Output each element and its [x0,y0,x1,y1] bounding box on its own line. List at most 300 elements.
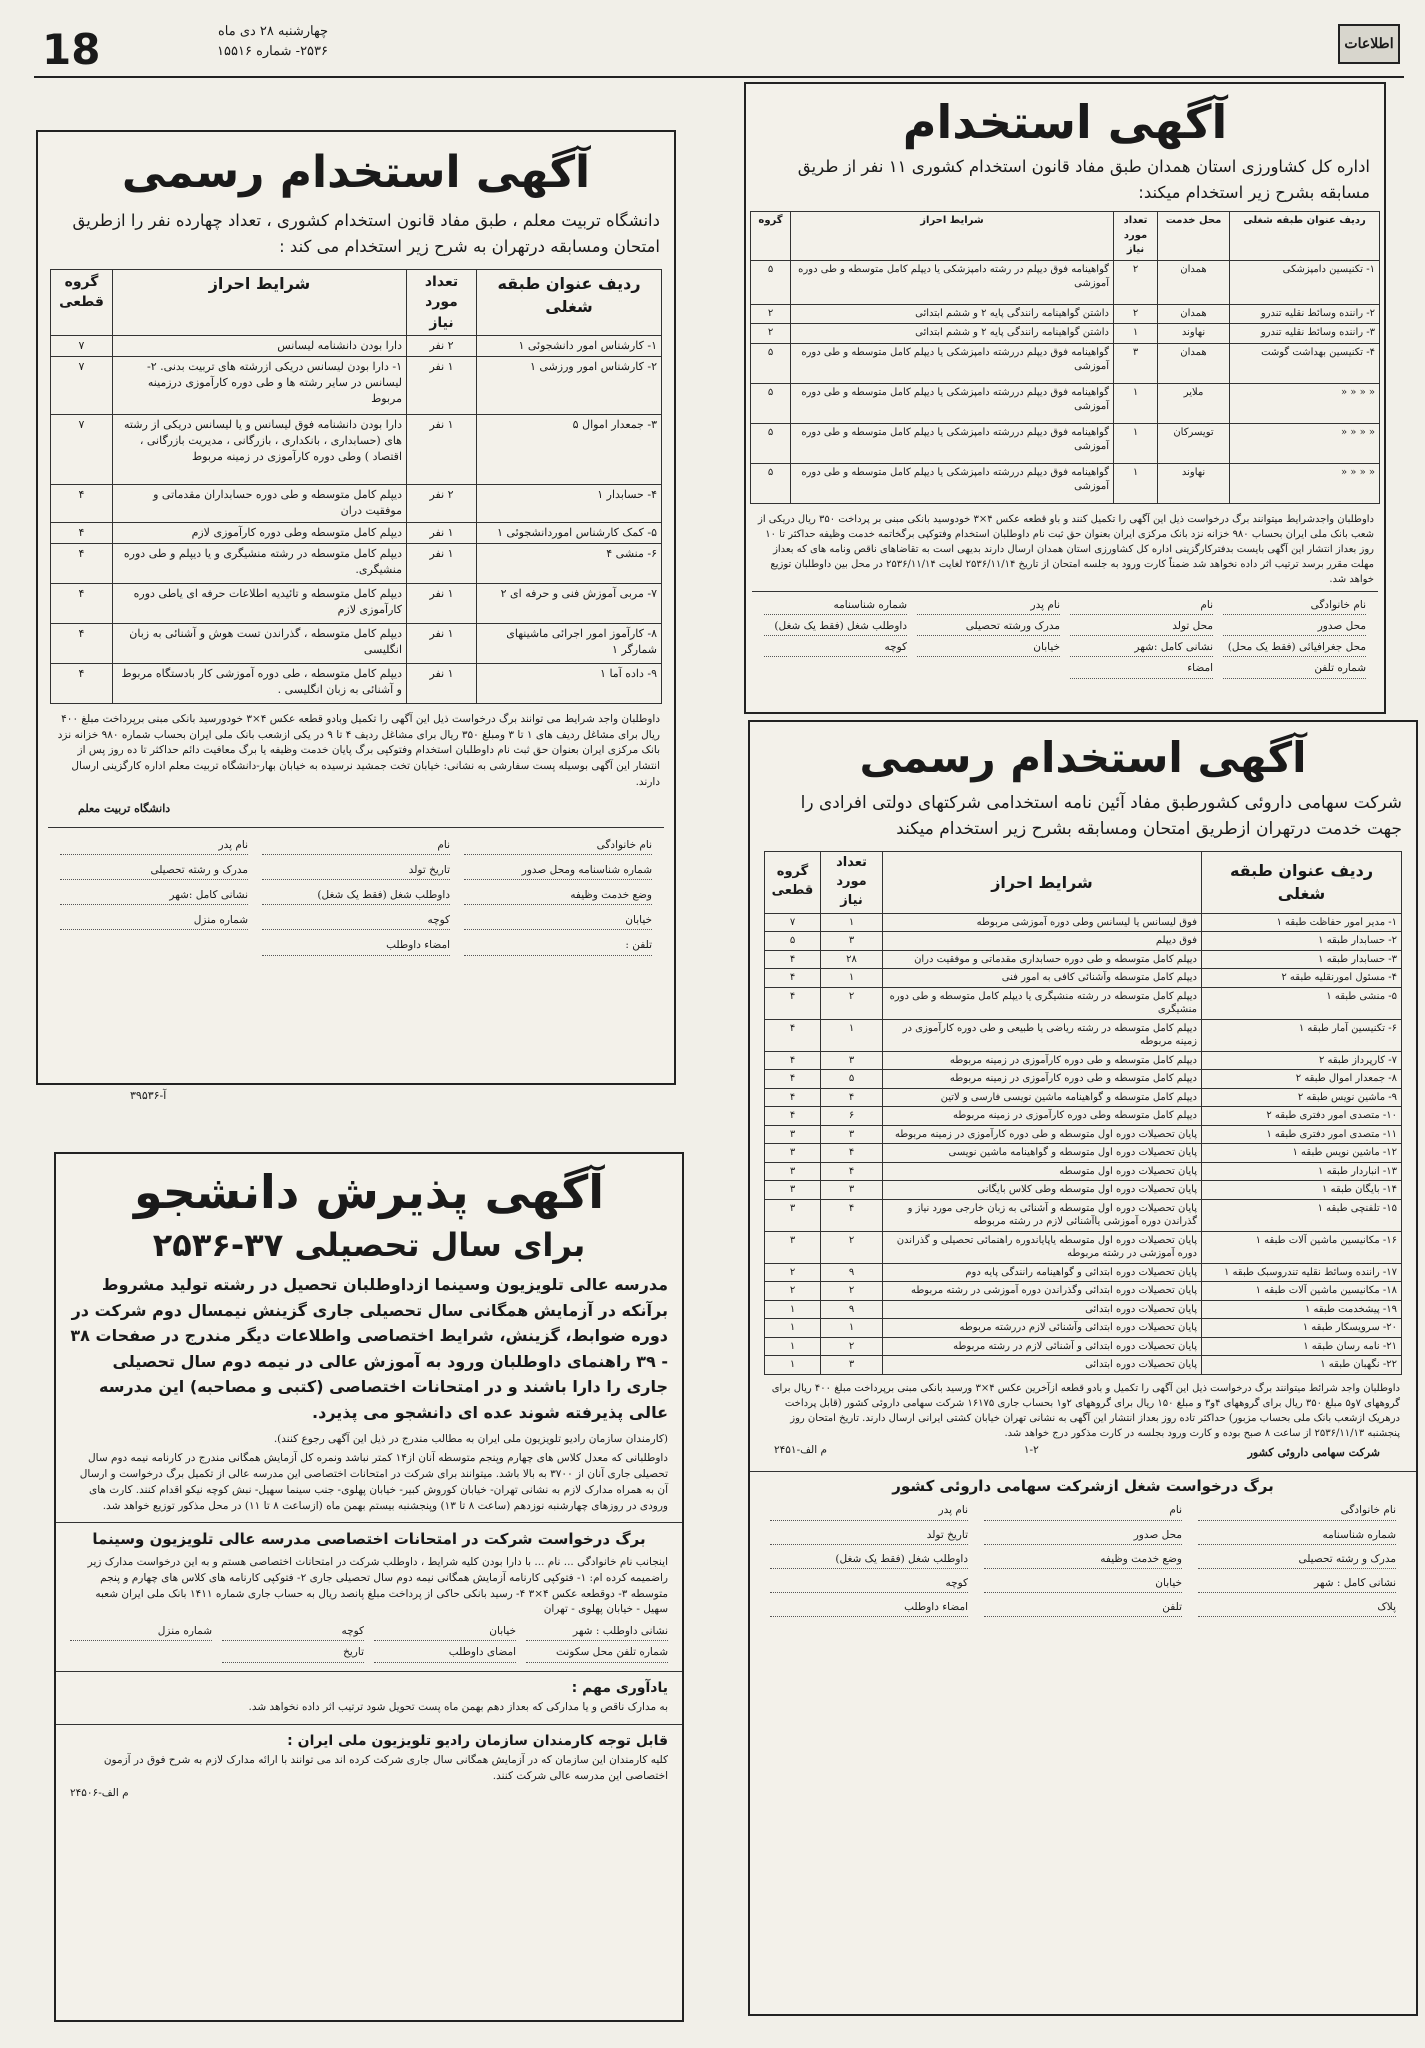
cell: ۳ [765,1144,821,1163]
cell: ۴ [765,969,821,988]
ad4-subtitle: برای سال تحصیلی ۳۷-۲۵۳۶ [152,1226,586,1264]
cell: ۴ [821,1088,883,1107]
cell: ۴ [765,1051,821,1070]
ad2-intro: دانشگاه تربیت معلم ، طبق مفاد قانون استخدام کشوری ، تعداد چهارده نفر را ازطریق امتحان ومسابقه درتهران به شرح زیر استخدام می کند : [72,211,660,256]
cell: ۴- مسئول امورنقلیه طبقه ۲ [1202,969,1402,988]
cell: ۱ [821,1319,883,1338]
form-field: امضاء داوطلب [262,938,450,955]
form-field: نام پدر [60,838,248,855]
cell: ۳ [821,932,883,951]
cell: ۴ [765,1088,821,1107]
cell: ۱ نفر [407,543,477,583]
cell: ۱ [821,913,883,932]
ad2-body: داوطلبان واجد شرایط می توانند برگ درخواست ذیل این آگهی را تکمیل وبادو قطعه عکس ۴×۳ خودورسید بانکی مبنی برپرداخت مبلغ ۴۰۰ ریال برای مشاغل ردیف های ۱ تا ۳ ومبلغ ۳۵۰ ریال برای مشاغل ردیف ۴ تا ۹ در یکی ازشعب بانک ملی ایران بحساب شماره ۹۸۰ خزانه نزد بانک مرکزی ایران بعنوان حق ثبت نام داوطلبان استخدام وفتوکپی برگ پایان خدمت وظیفه یا برگ معافیت دائم حداکثر تا ده روز پس از انتشار این آگهی بوسیله پست سفارشی به نشانی: خیابان تخت جمشید نرسیده به خیابان بهار-دانشگاه تربیت معلم اداره کارگزینی ارسال دارند. [57,712,660,788]
cell: ۱۵- تلفنچی طبقه ۱ [1202,1199,1402,1231]
cell: ۲ [751,304,791,324]
col-count: تعداد مورد نیاز [1114,212,1158,261]
table-row [51,623,662,663]
form-field: مدرک و رشته تحصیلی [1198,1552,1396,1569]
table-row [751,304,1380,324]
cell: ۱ [765,1337,821,1356]
cell: ۱ نفر [407,522,477,543]
form-field: شماره تلفن محل سکونت [526,1645,668,1662]
cell: ۹- داده آما ۱ [477,663,662,703]
cell: پایان تحصیلات دوره ابتدائی و آشنائی لازم در رشته مربوطه [883,1337,1202,1356]
form-field: محل صدور [984,1528,1182,1545]
ad2-title: آگهی استخدام رسمی [121,147,591,198]
cell: دیپلم کامل متوسطه وطی دوره کارآموزی در زمینه مربوطه [883,1107,1202,1126]
cell: ۱۷- راننده وسائط نقلیه تندروسبک طبقه ۱ [1202,1263,1402,1282]
ad1-intro: اداره کل کشاورزی استان همدان طبق مفاد قانون استخدام کشوری ۱۱ نفر از طریق مسابقه بشرح زیر استخدام میکند: [797,157,1370,202]
table-row [765,1356,1402,1375]
cell: دارا بودن دانشنامه لیسانس [113,336,407,357]
cell: دیپلم کامل متوسطه و تائیدیه اطلاعات حرفه ای یاطی دوره کارآموزی لازم [113,583,407,623]
form-field: شماره منزل [70,1624,212,1641]
cell: ۶ [821,1107,883,1126]
cell: ۵ [751,383,791,423]
cell: ۲ [821,1231,883,1263]
cell: ۵- کمک کارشناس اموردانشجوئی ۱ [477,522,662,543]
cell: پایان تحصیلات دوره ابتدائی [883,1300,1202,1319]
col-requirements: شرایط احراز [883,851,1202,913]
form-field: کوچه [262,913,450,930]
cell: ۱۹- پیشخدمت طبقه ۱ [1202,1300,1402,1319]
cell: ۱ [1114,463,1158,503]
ad4-form [56,1620,682,1670]
cell: ۲ [765,1263,821,1282]
form-field: پلاک [1198,1600,1396,1617]
cell: ۴ [51,522,113,543]
cell: ۵ [751,423,791,463]
cell: دیپلم کامل متوسطه وآشنائی کافی به امور فنی [883,969,1202,988]
form-field: داوطلب شغل (فقط یک شغل) [764,619,907,636]
cell: ۴ [765,1019,821,1051]
cell: ۱- دارا بودن لیسانس دریکی ازرشته های تربیت بدنی. ۲- لیسانس در سایر رشته ها و طی دوره کارآموزی درزمینه مربوط [113,356,407,414]
cell: ۱۸- مکانیسین ماشین آلات طبقه ۱ [1202,1282,1402,1301]
ad4-rtv-note [56,1724,682,1802]
cell: ۱- تکنیسین دامپزشکی [1230,260,1380,304]
cell: ۵ [765,932,821,951]
cell: ۴ [51,663,113,703]
cell: ۱۶- مکانیسین ماشین آلات طبقه ۱ [1202,1231,1402,1263]
form-field: نام [984,1503,1182,1520]
cell: ۲ نفر [407,336,477,357]
ad2-code: آ-۳۹۵۳۶ [130,1089,167,1102]
table-row [765,950,1402,969]
cell: ۳ [821,1125,883,1144]
ad-hamadan-agriculture [744,82,1386,714]
cell: ۲ [821,1337,883,1356]
form-field: نام [262,838,450,855]
ad1-form [752,591,1378,685]
cell: ۲- راننده وسائط نقلیه تندرو [1230,304,1380,324]
cell: ۸- کارآموز امور اجرائی ماشینهای شمارگر ۱ [477,623,662,663]
form-field: نام پدر [917,598,1060,615]
table-row [751,383,1380,423]
cell: ۱ نفر [407,623,477,663]
ad4-reminder-title: یادآوری مهم : [571,1679,668,1696]
cell: داشتن گواهینامه رانندگی پایه ۲ و ششم ابتدائی [791,304,1114,324]
table-row [51,583,662,623]
cell: ۲۸ [821,950,883,969]
col-group: گروه قطعی [765,851,821,913]
cell: ۳- حسابدار طبقه ۱ [1202,950,1402,969]
form-field: امضاء [1070,661,1213,678]
cell: گواهینامه فوق دیپلم در رشته دامپزشکی یا دیپلم کامل متوسطه و طی دوره آموزشی [791,260,1114,304]
form-field: داوطلب شغل (فقط یک شغل) [770,1552,968,1569]
cell: گواهینامه فوق دیپلم دررشته دامپزشکی یا دیپلم کامل متوسطه و طی دوره آموزشی [791,463,1114,503]
cell: دیپلم کامل متوسطه ، طی دوره آموزشی کار بادستگاه مربوط و آشنائی به زبان انگلیسی . [113,663,407,703]
ad-pharma-company [748,720,1418,2016]
cell: ۲۲- نگهبان طبقه ۱ [1202,1356,1402,1375]
table-row [765,1231,1402,1263]
cell: دیپلم کامل متوسطه و طی دوره کارآموزی در زمینه مربوطه [883,1070,1202,1089]
cell: ۲ [751,324,791,344]
cell: ۲ [1114,304,1158,324]
ad4-reminder [56,1671,682,1718]
col-count: تعداد مورد نیاز [407,270,477,336]
ad2-header-row [51,270,662,336]
cell: گواهینامه فوق دیپلم دررشته دامپزشکی یا دیپلم کامل متوسطه و طی دوره آموزشی [791,383,1114,423]
form-field: امضاء داوطلب [770,1600,968,1617]
cell: ۴ [51,623,113,663]
table-row [765,1070,1402,1089]
cell: ۴- تکنیسین بهداشت گوشت [1230,343,1380,383]
table-row [765,1019,1402,1051]
cell: ۷ [51,356,113,414]
cell: فوق دیپلم [883,932,1202,951]
cell: ۷ [51,414,113,484]
cell: ۱۴- بایگان طبقه ۱ [1202,1181,1402,1200]
ad-tarbiat-moallem [36,130,676,1085]
cell: ۱ [1114,383,1158,423]
table-row [751,343,1380,383]
ad3-form-title: برگ درخواست شغل ازشرکت سهامی داروئی کشور [750,1471,1416,1498]
cell: ۱- کارشناس امور دانشجوئی ۱ [477,336,662,357]
cell: دیپلم کامل متوسطه در رشته منشیگری یا دیپلم کامل متوسطه و طی دوره منشیگری [883,987,1202,1019]
cell: داشتن گواهینامه رانندگی پایه ۲ و ششم ابتدائی [791,324,1114,344]
cell: ۱- مدیر امور حفاظت طبقه ۱ [1202,913,1402,932]
cell: ۹ [821,1263,883,1282]
cell: ۵ [751,343,791,383]
form-field: کوچه [764,640,907,657]
ad4-code: م الف-۲۴۵۰۶ [70,1787,129,1800]
cell: ۱ [1114,324,1158,344]
form-field: شماره تلفن [1223,661,1366,678]
cell: دیپلم کامل متوسطه و طی دوره حسابداران مقدماتی و موفقیت دران [113,484,407,522]
ad4-note: (کارمندان سازمان رادیو تلویزیون ملی ایران به مطالب مندرج در ذیل این آگهی رجوع کنند). [273,1432,668,1445]
table-row [51,522,662,543]
cell: ۱۱- متصدی امور دفتری طبقه ۱ [1202,1125,1402,1144]
issue-line: ۲۵۳۶- شماره ۱۵۵۱۶ [217,43,328,59]
cell: ۱ نفر [407,414,477,484]
form-field: مدرک و رشته تحصیلی [60,863,248,880]
cell: ۴ [765,987,821,1019]
table-row [765,987,1402,1019]
col-title: ردیف عنوان طبقه شغلی [1202,851,1402,913]
ad3-sign-row [750,1443,1416,1463]
cell: همدان [1158,304,1230,324]
cell: پایان تحصیلات دوره ابتدائی [883,1356,1202,1375]
cell: ۳ [821,1356,883,1375]
table-row [765,969,1402,988]
cell: ۱ نفر [407,663,477,703]
cell: ۴- حسابدار ۱ [477,484,662,522]
form-field: نام [1070,598,1213,615]
form-field: امضای داوطلب [374,1645,516,1662]
cell: ۷- کارپرداز طبقه ۲ [1202,1051,1402,1070]
table-row [765,1051,1402,1070]
page-header [34,18,1404,78]
form-field: وضع خدمت وظیفه [984,1552,1182,1569]
cell: نهاوند [1158,463,1230,503]
form-field: نشانی داوطلب : شهر [526,1624,668,1641]
form-field: نام خانوادگی [464,838,652,855]
form-field: داوطلب شغل (فقط یک شغل) [262,888,450,905]
table-row [765,1162,1402,1181]
cell: نهاوند [1158,324,1230,344]
ad2-signature: دانشگاه تربیت معلم [78,801,171,815]
cell: ۹- ماشین نویس طبقه ۲ [1202,1088,1402,1107]
col-requirements: شرایط احراز [791,212,1114,261]
cell: پایان تحصیلات دوره اول متوسطه یاپایاندوره راهنمائی تحصیلی و گذراندن دوره آموزشی در رشته مربوطه [883,1231,1202,1263]
form-field: خیابان [374,1624,516,1641]
table-row [765,1088,1402,1107]
cell: ۳ [821,1181,883,1200]
cell: ۴ [51,484,113,522]
ad4-intro: مدرسه عالی تلویزیون وسینما ازداوطلبان تحصیل در رشته تولید مشروط برآنکه در آزمایش همگانی سال تحصیلی جاری گزینش نیمسال دوم شرکت در دوره ضوابط، گزینش، شرایط اختصاصی واطلاعات دیگر مندرج در صفحات ۳۸ - ۳۹ راهنمای داوطلبان ورود به آموزش عالی در نیمه دوم سال تحصیلی جاری را دارا باشند و در امتحانات اختصاصی (کتبی و مصاحبه) این مدرسه عالی پذیرفته شوند عده ای دانشجو می پذیرد. [70,1275,668,1422]
cell: ۶- تکنیسین آمار طبقه ۱ [1202,1019,1402,1051]
cell: ۷ [51,336,113,357]
col-requirements: شرایط احراز [113,270,407,336]
cell: ۱ [821,969,883,988]
cell: ۲ [821,987,883,1019]
cell: ۱۰- متصدی امور دفتری طبقه ۲ [1202,1107,1402,1126]
cell: ۵ [821,1070,883,1089]
table-row [751,463,1380,503]
cell: ۳ [765,1231,821,1263]
table-row [51,336,662,357]
ad2-form [48,827,664,962]
table-row [765,1282,1402,1301]
cell: پایان تحصیلات دوره اول متوسطه و آشنائی به زبان خارجی مورد نیاز و گذراندن دوره آموزشی یاآشنائی لازم در رشته مربوطه [883,1199,1202,1231]
cell: ۷- مربی آموزش فنی و حرفه ای ۲ [477,583,662,623]
ad4-reminder-text: به مدارک ناقص و یا مدارکی که بعداز دهم بهمن ماه پست تحویل شود ترتیب اثر داده نخواهد شد. [248,1700,668,1713]
cell: ۳- جمعدار اموال ۵ [477,414,662,484]
cell: همدان [1158,260,1230,304]
cell: ۶- منشی ۴ [477,543,662,583]
ad3-code-left: ۱-۲ [1023,1443,1039,1456]
ad4-title: آگهی پذیرش دانشجو [133,1165,605,1219]
ad4-body: داوطلبانی که معدل کلاس های چهارم وپنجم متوسطه آنان از۱۴ کمتر نباشد ونمره کل آزمایش همگانی مندرج در کارنامه نیمه دوم سال تحصیلی جاری آنان از ۳۷۰۰ به بالا باشد. میتوانند برای شرکت در امتحانات اختصاصی این مدرسه عالی از تکمیل برگ درخواست و ارسال آن به همراه مدارک لازم به نشانی تهران- خیابان کوروش کبیر- خیابان پهلوی- جنب سینما سهیل- نبش کوچه نیکو اقدام کنند. کارت های ورودی در روزهای چهارشنبه نوزدهم (ساعت ۸ تا ۱۳) وپنجشنبه بیستم بهمن ماه (ازساعت ۸ تا ۱۱) در محل مذکور توزیع خواهد شد. [79,1452,668,1512]
cell: ۱۲- ماشین نویس طبقه ۱ [1202,1144,1402,1163]
table-row [51,414,662,484]
form-field: خیابان [464,913,652,930]
col-location: محل خدمت [1158,212,1230,261]
cell: « « « « [1230,383,1380,423]
cell: گواهینامه فوق دیپلم دررشته دامپزشکی یا دیپلم کامل متوسطه و طی دوره آموزشی [791,423,1114,463]
cell: ۲ [1114,260,1158,304]
form-field: خیابان [984,1576,1182,1593]
cell: ۴ [821,1144,883,1163]
cell: ۹ [821,1300,883,1319]
table-row [765,932,1402,951]
cell: ۲۱- نامه رسان طبقه ۱ [1202,1337,1402,1356]
table-row [765,1319,1402,1338]
table-row [51,356,662,414]
table-row [765,1181,1402,1200]
ad4-rtv-text: کلیه کارمندان این سازمان که در آزمایش همگانی سال جاری شرکت کرده اند می توانند با ارائه مدارک لازم به شرح فوق در آزمون اختصاصی این مدرسه عالی شرکت کنند. [103,1753,668,1782]
cell: پایان تحصیلات دوره اول متوسطه [883,1162,1202,1181]
table-row [765,1144,1402,1163]
ad3-table [764,851,1402,1375]
ad3-form [750,1497,1416,1623]
cell: ۲ نفر [407,484,477,522]
cell: ۲- کارشناس امور ورزشی ۱ [477,356,662,414]
cell: ۵- منشی طبقه ۱ [1202,987,1402,1019]
table-row [751,324,1380,344]
cell: ۴ [821,1199,883,1231]
cell: دیپلم کامل متوسطه در رشته ریاضی یا طبیعی و طی دوره کارآموزی در زمینه مربوطه [883,1019,1202,1051]
ad4-rtv-title: قابل توجه کارمندان سازمان رادیو تلویزیون ملی ایران : [287,1732,668,1749]
table-row [51,663,662,703]
cell: پایان تحصیلات دوره ابتدائی وگذراندن دوره آموزشی در رشته مربوطه [883,1282,1202,1301]
cell: ۴ [765,950,821,969]
cell: ۵ [751,463,791,503]
cell: پایان تحصیلات دوره اول متوسطه وطی کلاس بایگانی [883,1181,1202,1200]
cell: پایان تحصیلات دوره اول متوسطه و طی دوره کارآموزی در زمینه مربوطه [883,1125,1202,1144]
cell: ۱ [821,1019,883,1051]
cell: ۳ [821,1051,883,1070]
form-field: شماره شناسنامه ومحل صدور [464,863,652,880]
table-row [765,1107,1402,1126]
header-date [108,22,328,61]
cell: دیپلم کامل متوسطه و گواهینامه ماشین نویسی فارسی و لاتین [883,1088,1202,1107]
form-field: نام خانوادگی [1223,598,1366,615]
table-row [765,1300,1402,1319]
form-field: خیابان [917,640,1060,657]
table-row [765,1199,1402,1231]
form-field: تاریخ تولد [770,1528,968,1545]
cell: پایان تحصیلات دوره ابتدائی و گواهینامه رانندگی پایه دوم [883,1263,1202,1282]
ad3-signature: شرکت سهامی داروئی کشور [1247,1445,1380,1459]
cell: ۳ [765,1162,821,1181]
ad4-form-text: اینجانب نام خانوادگی ... نام ... با دارا بودن کلیه شرایط ، داوطلب شرکت در امتحانات اختصاصی هستم و به این درخواست مدارک زیر راضمیمه کرده ام: ۱- فتوکپی کارنامه آزمایش همگانی نیمه دوم سال تحصیلی جاری ۲- فتوکپی کارنامه های کلاس های چهارم و پنجم متوسطه ۳- دوقطعه عکس ۴×۳ ۴- رسید بانکی حاکی از پرداخت مبلغ پانصد ریال به حساب جاری شماره ۱۴۱۱ بانک ملی ایران شعبه سهیل - خیابان پهلوی - تهران [87,1556,668,1616]
cell: تویسرکان [1158,423,1230,463]
form-field: محل صدور [1223,619,1366,636]
cell: همدان [1158,343,1230,383]
ad3-intro: شرکت سهامی داروئی کشورطبق مفاد آئین نامه استخدامی شرکتهای دولتی افرادی را جهت خدمت درتهران ازطریق امتحان ومسابقه بشرح زیر استخدام میکند [800,793,1402,840]
table-row [751,423,1380,463]
col-count: تعداد مورد نیاز [821,851,883,913]
cell: ۱ نفر [407,583,477,623]
cell: ۱ [765,1319,821,1338]
table-row [751,260,1380,304]
cell: فوق لیسانس یا لیسانس وطی دوره آموزشی مربوطه [883,913,1202,932]
ad3-code: م الف-۲۴۵۱ [774,1443,827,1456]
form-field: نشانی کامل : شهر [1198,1576,1396,1593]
cell: ۲۰- سرویسکار طبقه ۱ [1202,1319,1402,1338]
col-group: گروه [751,212,791,261]
cell: دارا بودن دانشنامه فوق لیسانس و یا لیسانس دریکی از رشته های (حسابداری ، بانکداری ، بازرگانی ، مدیریت بازرگانی ، اقتصاد ) وطی دوره کارآموزی در زمینه مربوط [113,414,407,484]
cell: ۸- جمعدار اموال طبقه ۲ [1202,1070,1402,1089]
cell: ۴ [765,1107,821,1126]
ad1-title: آگهی استخدام [902,95,1228,149]
form-field: تلفن : [464,938,652,955]
newspaper-logo: اطلاعات [1338,24,1400,64]
form-field: تاریخ [222,1645,364,1662]
ad1-table [750,211,1380,504]
table-row [765,1263,1402,1282]
ad3-title: آگهی استخدام رسمی [859,733,1307,782]
cell: پایان تحصیلات دوره اول متوسطه و گواهینامه ماشین نویسی [883,1144,1202,1163]
cell: ۱ نفر [407,356,477,414]
cell: ۳ [765,1181,821,1200]
ad1-header-row [751,212,1380,261]
ad-tv-cinema-school [54,1152,684,2022]
form-field: مدرک ورشته تحصیلی [917,619,1060,636]
form-field: شماره شناسنامه [1198,1528,1396,1545]
cell: ۳ [765,1125,821,1144]
form-field: نام پدر [770,1503,968,1520]
ad3-header-row [765,851,1402,913]
cell: ۲ [765,1282,821,1301]
table-row [765,913,1402,932]
cell: دیپلم کامل متوسطه ، گذراندن تست هوش و آشنائی به زبان انگلیسی [113,623,407,663]
form-field: کوچه [770,1576,968,1593]
cell: دیپلم کامل متوسطه وطی دوره کارآموزی لازم [113,522,407,543]
cell: ۱ [1114,423,1158,463]
cell: ۴ [821,1162,883,1181]
form-field: محل جغرافیائی (فقط یک محل) [1223,640,1366,657]
ad3-body: داوطلبان واجد شرائط میتوانند برگ درخواست ذیل این آگهی را تکمیل و بادو قطعه ازآخرین عکس ۴×۳ ورسید بانکی مبنی برپرداخت مبلغ ۴۰۰ ریال برای گروههای ۷و۵ مبلغ ۳۵۰ ریال برای گروههای ۴و۳ و مبلغ ۱۵۰ ریال برای گروههای ۲و۱ بحساب جاری ۱۶۱۷۵ شرکت سهامی داروئی کشور (قابل پرداخت درهریک ازشعب بانک ملی بحساب مزبور) حداکثر تاده روز بعداز انتشار این آگهی به نشانی تهران خیابان کشتی ایرانی ارسال دارند. تاریخ امتحان روز پنجشنبه ۲۵۳۶/۱۱/۱۳ از ساعت ۸ صبح بوده و کارت ورود بجلسه در کارت مذکور درج خواهد شد. [771,1382,1400,1439]
table-row [51,543,662,583]
col-group: گروه قطعی [51,270,113,336]
cell: « « « « [1230,423,1380,463]
form-field: تاریخ تولد [262,863,450,880]
col-title: ردیف عنوان طبقه شغلی [1230,212,1380,261]
cell: ۱ [765,1356,821,1375]
cell: ۳- راننده وسائط نقلیه تندرو [1230,324,1380,344]
cell: پایان تحصیلات دوره ابتدائی وآشنائی لازم دررشته مربوطه [883,1319,1202,1338]
cell: ۱ [765,1300,821,1319]
cell: ۱۳- انباردار طبقه ۱ [1202,1162,1402,1181]
cell: ۴ [765,1070,821,1089]
date-line: چهارشنبه ۲۸ دی ماه [217,24,328,39]
form-field: شماره شناسنامه [764,598,907,615]
cell: ۳ [1114,343,1158,383]
form-field: کوچه [222,1624,364,1641]
table-row [765,1337,1402,1356]
cell: ۳ [765,1199,821,1231]
cell: ملایر [1158,383,1230,423]
page-number: 18 [42,25,101,74]
cell: ۲- حسابدار طبقه ۱ [1202,932,1402,951]
cell: دیپلم کامل متوسطه و طی دوره کارآموزی در زمینه مربوطه [883,1051,1202,1070]
cell: ۵ [751,260,791,304]
cell: دیپلم کامل متوسطه و طی دوره حسابداری مقدماتی و موفقیت دران [883,950,1202,969]
cell: ۴ [51,543,113,583]
ad1-body: داوطلبان واجدشرایط میتوانند برگ درخواست ذیل این آگهی را تکمیل کنند و باو قطعه عکس ۴×۳ خودوسید بانکی مبنی بر پرداخت ۳۵۰ ریال دریکی از شعب بانک ملی ایران بحساب ۹۸۰ خزانه نزد بانک مرکزی ایران بعنوان حق ثبت نام داوطلبان استخدام وفتوکپی برگخاتمه خدمت وظیفه حداکثر تا ۱۰ روز بعداز انتشار این آگهی بایست بدفترکارگزینی اداره کل کشاورزی استان همدان ارسال دارند بدیهی است به تقاضاهای ناقص ونامه های که بعداز مهلت مقرر برسد ترتیب اثر داده نخواهد شد ضمناً کارت ورود به جلسه امتحان از تاریخ ۲۵۳۶/۱۱/۱۴ لغایت ۲۵۳۶/۱۱/۱۴ در محل بین داوطلبان توزیع خواهد شد. [758,513,1374,585]
cell: گواهینامه فوق دیپلم دررشته دامپزشکی یا دیپلم کامل متوسطه و طی دوره آموزشی [791,343,1114,383]
ad2-table [50,269,662,704]
cell: ۴ [51,583,113,623]
cell: « « « « [1230,463,1380,503]
table-row [51,484,662,522]
table-row [765,1125,1402,1144]
cell: دیپلم کامل متوسطه در رشته منشیگری و یا دیپلم و طی دوره منشیگری. [113,543,407,583]
form-field: شماره منزل [60,913,248,930]
